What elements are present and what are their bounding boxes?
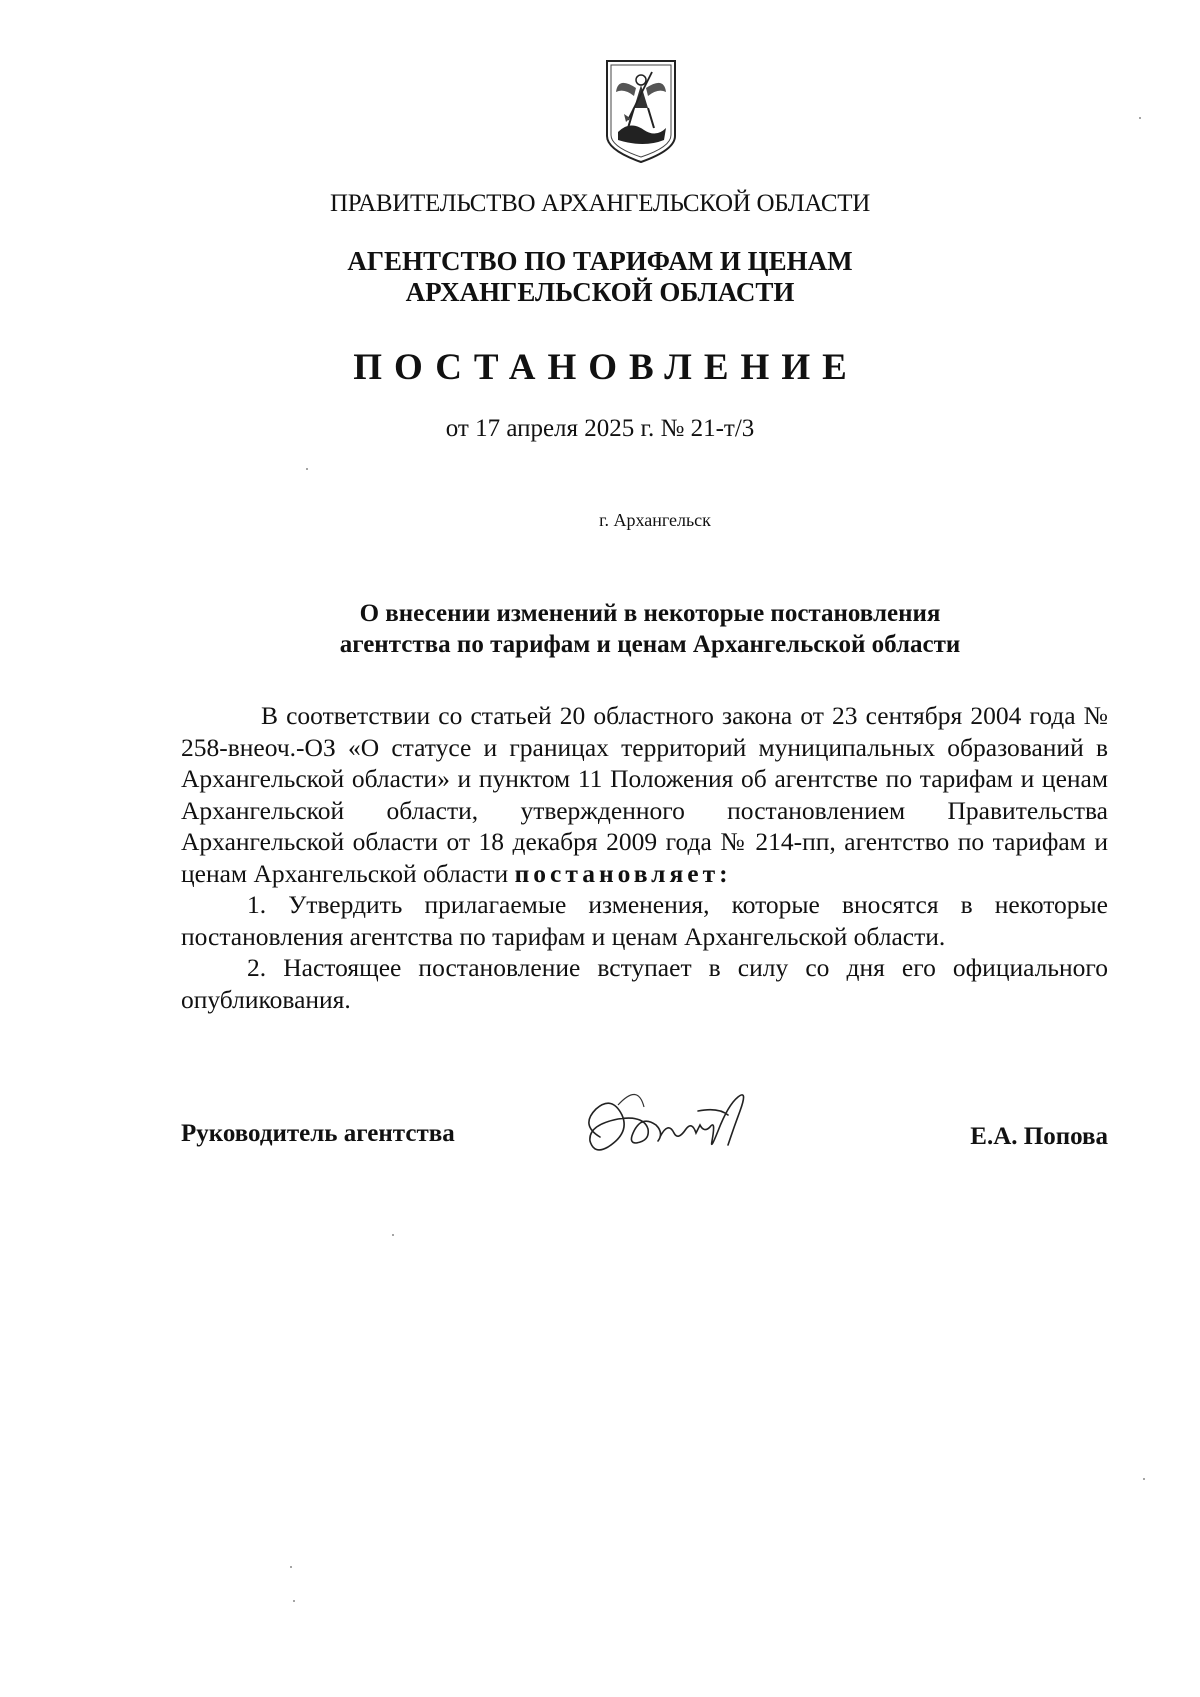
scan-speck: [1139, 117, 1141, 119]
document-city: г. Архангельск: [599, 510, 711, 530]
subject-line1: О внесении изменений в некоторые постановления: [359, 600, 941, 627]
agency-name-line1: АГЕНТСТВО ПО ТАРИФАМ И ЦЕНАМ: [347, 246, 853, 276]
scan-speck: [293, 1600, 295, 1602]
agency-name-line2: АРХАНГЕЛЬСКОЙ ОБЛАСТИ: [405, 277, 795, 307]
resolution-item-1: 1. Утвердить прилагаемые изменения, которые вносятся в некоторые постановления агентства по тарифам и ценам Архангельской области.: [181, 890, 1108, 951]
scan-speck: [1143, 1478, 1145, 1480]
agency-name: [0, 246, 1200, 308]
scan-speck: [392, 1234, 394, 1236]
preamble-paragraph: [181, 700, 1108, 889]
handwritten-signature: [578, 1085, 778, 1165]
document-body: [181, 700, 1108, 1015]
government-name: ПРАВИТЕЛЬСТВО АРХАНГЕЛЬСКОЙ ОБЛАСТИ: [330, 190, 870, 217]
scan-speck: [290, 1566, 292, 1568]
scan-speck: [306, 468, 308, 470]
coat-of-arms-icon: [604, 58, 678, 164]
resolution-item-2: 2. Настоящее постановление вступает в силу со дня его официального опубликования.: [181, 953, 1108, 1014]
document-subject: [0, 598, 1200, 660]
document-date-number: от 17 апреля 2025 г. № 21-т/3: [445, 415, 755, 442]
signatory-role: Руководитель агентства: [181, 1120, 455, 1147]
signatory-name: Е.А. Попова: [970, 1123, 1108, 1150]
preamble-text: В соответствии со статьей 20 областного закона от 23 сентября 2004 года № 258-внеоч.-ОЗ «О статусе и границах территорий муниципальных образований в Архангельской области» и пунктом 11 Положения об агентстве по тарифам и ценам Архангельской области, утвержденного постановлением Правительства Архангельской области от 18 декабря 2009 года № 214-пп, агентство по тарифам и ценам Архангельской области: [181, 701, 1108, 888]
subject-line2: агентства по тарифам и ценам Архангельской области: [339, 631, 961, 658]
resolves-word: постановляет:: [514, 858, 732, 888]
document-type-title: ПОСТАНОВЛЕНИЕ: [353, 347, 859, 388]
